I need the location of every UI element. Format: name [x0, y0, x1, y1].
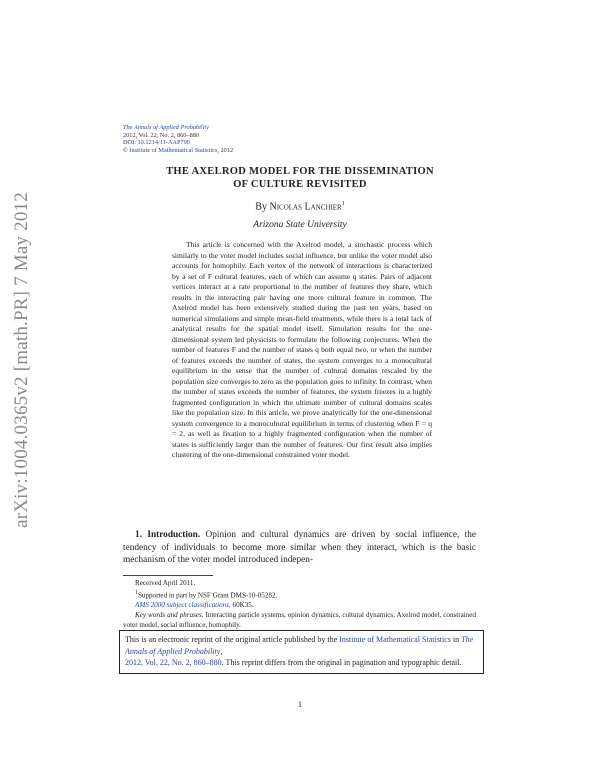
introduction: [123, 529, 476, 567]
journal-volume: 2012, Vol. 22, No. 2, 860–880: [123, 131, 200, 139]
copyright-year: , 2012: [217, 146, 234, 154]
doi-label: DOI:: [123, 139, 138, 147]
author-line: [120, 201, 480, 212]
journal-header: [123, 124, 233, 154]
intro-text: Opinion and cultural dynamics are driven by social influence, the tendency of individuals to become more similar when they interact, which is the basic mechanism of the voter model introduced indepen-: [123, 530, 477, 565]
arxiv-id: arXiv:1004.0365v2 [math.PR] 7 May 2012: [11, 192, 32, 528]
support-text: Supported in part by NSF Grant DMS-10-05282.: [137, 591, 278, 600]
reprint-text-2: in: [450, 635, 462, 644]
support-mark: 1: [135, 589, 138, 596]
journal-name[interactable]: The Annals of Applied Probability: [123, 124, 209, 131]
support-footnote: [123, 589, 476, 601]
footnote-rule: [123, 575, 213, 576]
copyright-symbol: ©: [123, 146, 128, 154]
reprint-journal-link[interactable]: The Annals of Applied Probability: [125, 635, 474, 656]
keywords-label: Key words and phrases.: [135, 610, 204, 619]
paper-title: [120, 166, 480, 191]
footnotes: [123, 579, 476, 630]
ams-codes: 60K35.: [230, 600, 254, 609]
title-line-1: THE AXELROD MODEL FOR THE DISSEMINATION: [166, 166, 434, 177]
doi-link[interactable]: 10.1214/11-AAP790: [137, 139, 190, 147]
publisher-link[interactable]: Institute of Mathematical Statistics: [129, 146, 218, 154]
ams-link[interactable]: AMS 2000 subject classifications.: [135, 600, 231, 609]
author-name: Nicolas Lanchier: [269, 201, 342, 213]
affiliation: Arizona State University: [253, 220, 347, 230]
author-by: By: [255, 201, 267, 213]
reprint-text-3: ,: [220, 646, 223, 656]
author-footnote-mark[interactable]: 1: [341, 201, 345, 207]
journal-doi-line: [123, 139, 233, 147]
ams-classification: [123, 601, 476, 611]
arxiv-sidebar: [2, 175, 42, 545]
abstract: This article is concerned with the Axelrod model, a stochastic process which similarly to the voter model includes social influence, but unlike the voter model also accounts for homophily. Each vertex of the network of interactions is characterized by a set of F cultural features, each of which can assume q states. Pairs of adjacent vertices interact at a rate proportional to the number of features they share, which results in the interacting pair having one more cultural feature in common. The Axelrod model has been extensively studied during the past ten years, based on numerical simulations and simple mean-field treatments, while there is a total lack of analytical results for the spatial model itself. Simulation results for the one-dimensional system led physicists to formulate the following conjectures. When the number of features F and the number of states q both equal two, or when the number of features exceeds the number of states, the system converges to a monocultural equilibrium in the sense that the number of cultural domains rescaled by the population size converges to zero as the population goes to infinity. In contrast, when the number of states exceeds the number of features, the system freezes in a highly fragmented configuration in which the ultimate number of cultural domains scales like the population size. In this article, we prove analytically for the one-dimensional system convergence to a monocultural equilibrium in terms of clustering when F = q = 2, as well as fixation to a highly fragmented configuration when the number of states is sufficiently larger than the number of features. Our first result also implies clustering of the one-dimensional constrained voter model.: [172, 240, 432, 459]
reprint-citation-link[interactable]: 2012, Vol. 22, No. 2, 860–880: [125, 658, 222, 667]
journal-copyright: [123, 147, 233, 155]
intro-heading: 1. Introduction.: [135, 530, 201, 540]
keywords: [123, 611, 476, 631]
reprint-text-4: . This reprint differs from the original in pagination and typographic detail.: [221, 658, 462, 667]
keywords-text: Interacting particle systems, opinion dynamics, cultural dynamics, Axelrod model, constrained voter model, social influence, homophily.: [123, 610, 476, 629]
received-date: Received April 2011.: [135, 579, 196, 587]
reprint-publisher-link[interactable]: Institute of Mathematical Statistics: [339, 635, 451, 644]
page-number: 1: [298, 700, 302, 709]
reprint-notice: [119, 630, 484, 674]
title-line-2: OF CULTURE REVISITED: [233, 178, 367, 190]
reprint-text-1: This is an electronic reprint of the original article published by the: [125, 635, 340, 644]
